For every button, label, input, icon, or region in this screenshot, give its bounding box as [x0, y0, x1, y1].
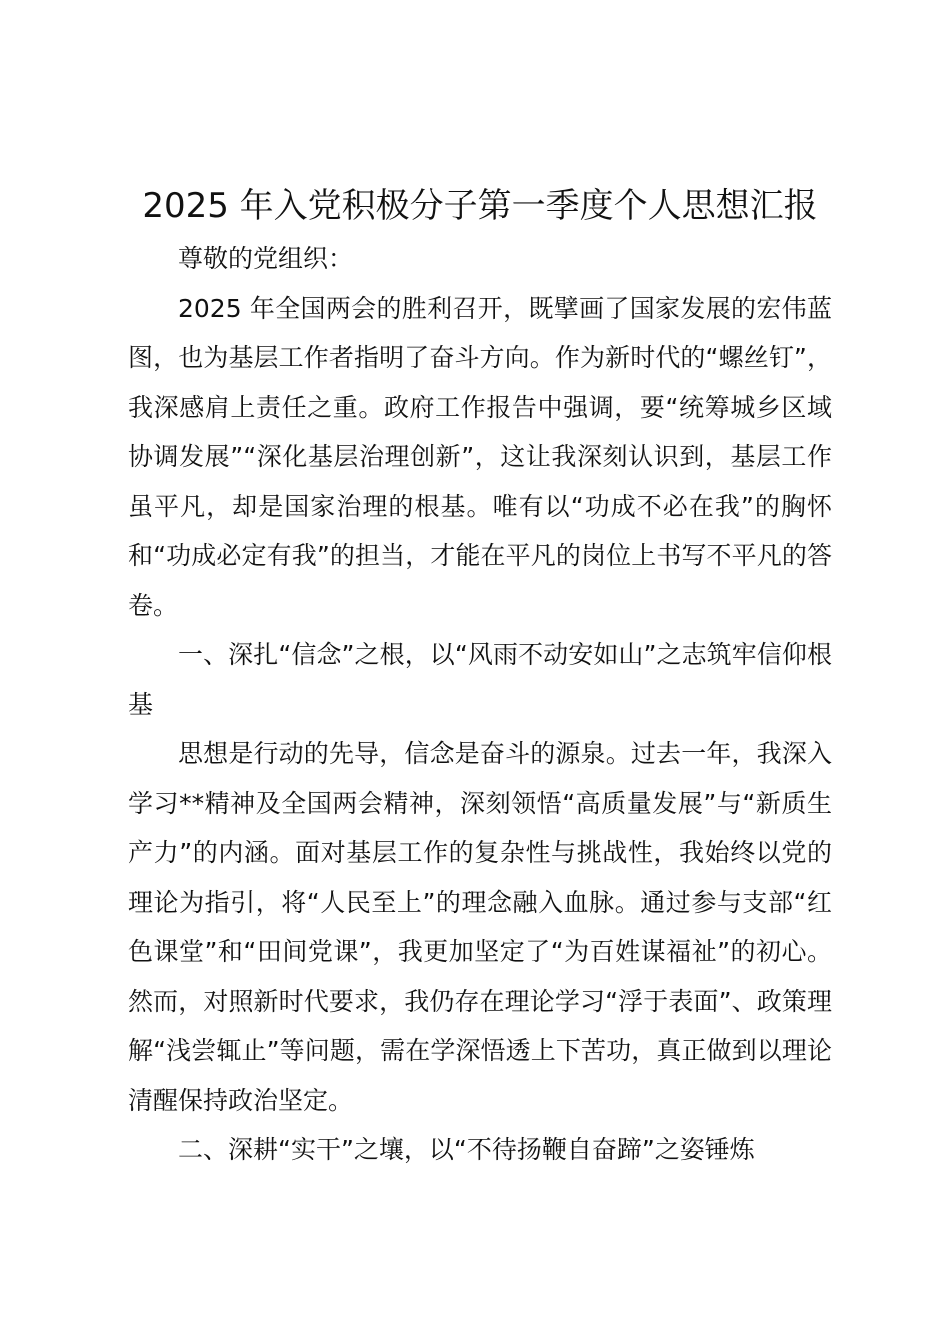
paragraph-intro: 2025 年全国两会的胜利召开，既擘画了国家发展的宏伟蓝图，也为基层工作者指明了奋斗方向。作为新时代的“螺丝钉”，我深感肩上责任之重。政府工作报告中强调，要“统筹城乡区域协调发展”“深化基层治理创新”，这让我深刻认识到，基层工作虽平凡，却是国家治理的根基。唯有以“功成不必在我”的胸怀和“功成必定有我”的担当，才能在平凡的岗位上书写不平凡的答卷。	[128, 293, 832, 620]
section-heading-2: 二、深耕“实干”之壤，以“不待扬鞭自奋蹄”之姿锤炼	[178, 1135, 755, 1164]
document-body	[128, 178, 832, 1175]
section-heading-1: 一、深扎“信念”之根，以“风雨不动安如山”之志筑牢信仰根基	[128, 640, 832, 719]
salutation: 尊敬的党组织：	[178, 244, 354, 273]
document-title: 2025 年入党积极分子第一季度个人思想汇报	[142, 186, 818, 226]
paragraph-section-1: 思想是行动的先导，信念是奋斗的源泉。过去一年，我深入学习**精神及全国两会精神，深刻领悟“高质量发展”与“新质生产力”的内涵。面对基层工作的复杂性与挑战性，我始终以党的理论为指引，将“人民至上”的理念融入血脉。通过参与支部“红色课堂”和“田间党课”，我更加坚定了“为百姓谋福祉”的初心。然而，对照新时代要求，我仍存在理论学习“浮于表面”、政策理解“浅尝辄止”等问题，需在学深悟透上下苦功，真正做到以理论清醒保持政治坚定。	[128, 739, 832, 1115]
